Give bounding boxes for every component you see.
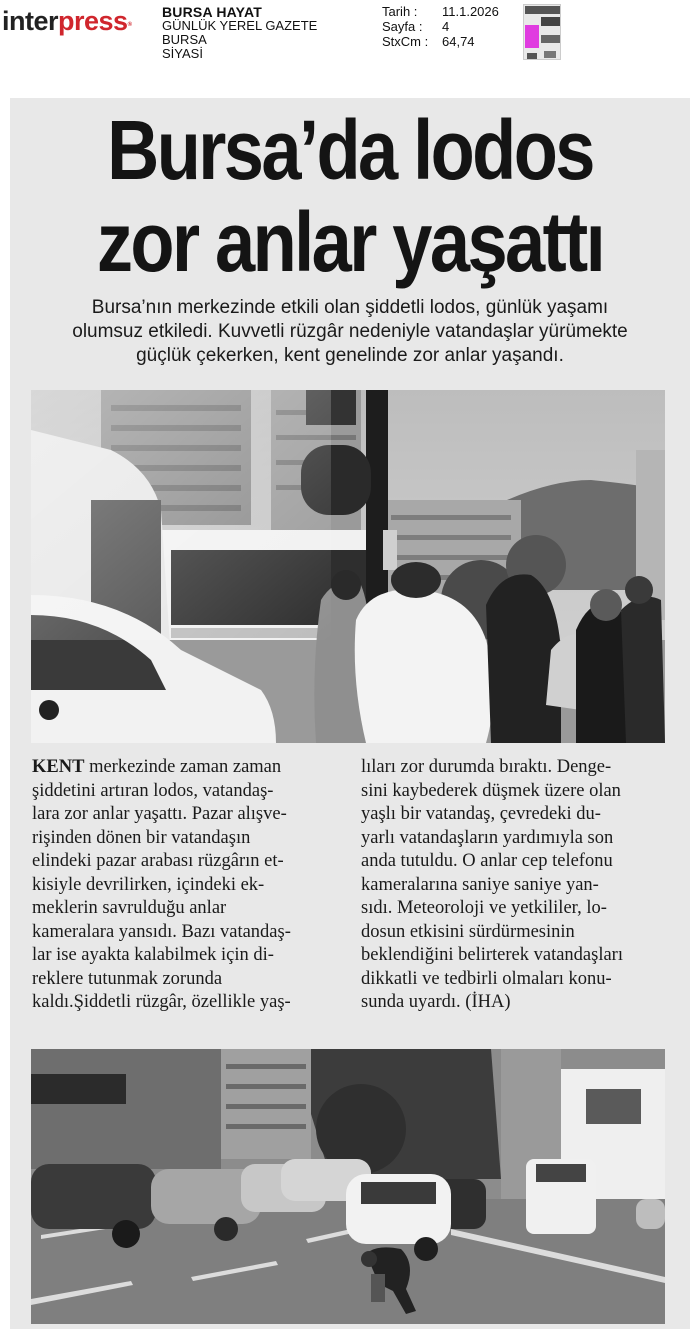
- article-body-column-1: [32, 756, 352, 1015]
- registered-mark-icon: ®: [127, 22, 132, 28]
- page-thumbnail[interactable]: [523, 4, 561, 60]
- body-line: elindeki pazar arabası rüzgârın et-: [32, 851, 284, 871]
- body-line: rişinden dönen bir vatandaşın: [32, 827, 251, 848]
- body-line: yaşlı bir vatandaş, çevredeki du-: [361, 804, 601, 824]
- interpress-logo: [2, 6, 132, 36]
- headline-line-2: zor anlar yaşattı: [96, 195, 604, 289]
- body-line: kaldı.Şiddetli rüzgâr, özellikle yaş-: [32, 992, 291, 1012]
- publication-type: GÜNLÜK YEREL GAZETE: [162, 18, 318, 33]
- publication-category: SİYASİ: [162, 46, 203, 61]
- body-line: beklendiğini belirterek vatandaşları: [361, 945, 623, 965]
- date-label: Tarih :: [382, 4, 418, 19]
- photo-wind-crowd-image: [31, 390, 665, 743]
- clipping-meta: [382, 4, 499, 49]
- logo-text-press: press: [58, 6, 128, 36]
- body-line: lıları zor durumda bıraktı. Denge-: [361, 757, 612, 777]
- body-line: lara zor anlar yaşattı. Pazar alışve-: [32, 804, 287, 824]
- body-line-text: merkezinde zaman zaman: [84, 757, 282, 777]
- body-line: kameralara yansıdı. Bazı vatandaş-: [32, 921, 291, 942]
- body-line: sıdı. Meteoroloji ve yetkililer, lo-: [361, 898, 607, 918]
- body-lead-word: KENT: [32, 757, 85, 777]
- page-value: 4: [442, 19, 450, 34]
- publication-info: [162, 5, 317, 61]
- logo-text-inter: inter: [2, 6, 59, 36]
- body-line: dikkatli ve tedbirli olmaları konu-: [361, 968, 612, 989]
- article-clipping: [10, 98, 690, 1329]
- body-line: şiddetini artıran lodos, vatandaş-: [32, 780, 274, 801]
- thumbnail-block: [525, 6, 560, 14]
- meta-page-row: [382, 19, 499, 34]
- photo-street-scene-image: [31, 1049, 665, 1324]
- body-line: yarlı vatandaşların yardımıyla son: [361, 827, 614, 848]
- headline-line-1: Bursa’da lodos: [107, 103, 593, 197]
- body-line: lar ise ayakta kalabilmek için di-: [32, 945, 274, 965]
- body-line: [32, 756, 352, 780]
- meta-date-row: [382, 4, 499, 19]
- photo-wind-crowd: [31, 390, 665, 743]
- deck-line: Bursa’nın merkezinde etkili olan şiddetli lodos, günlük yaşamı: [91, 297, 609, 318]
- body-line: meklerin savrulduğu anlar: [32, 898, 227, 918]
- thumbnail-block: [541, 35, 560, 43]
- body-line: sini kaybederek düşmek üzere olan: [361, 780, 621, 801]
- publication-name: BURSA HAYAT: [162, 4, 262, 20]
- article-body-column-2: [361, 756, 681, 1015]
- article-deck: [20, 296, 680, 368]
- thumbnail-block: [541, 17, 560, 26]
- body-line: sunda uyardı. (İHA): [361, 992, 511, 1012]
- stxcm-value: 64,74: [442, 34, 475, 49]
- thumbnail-highlight: [525, 25, 539, 48]
- body-line: kameralarına saniye saniye yan-: [361, 874, 599, 895]
- body-line: reklere tutunmak zorunda: [32, 968, 223, 989]
- publication-city: BURSA: [162, 32, 207, 47]
- thumbnail-block: [527, 53, 537, 59]
- body-line: kisiyle devrilirken, içindeki ek-: [32, 874, 265, 895]
- meta-stxcm-row: [382, 34, 499, 49]
- deck-line: olumsuz etkiledi. Kuvvetli rüzgâr nedeniyle vatandaşlar yürümekte: [72, 321, 628, 342]
- page-label: Sayfa :: [382, 19, 423, 34]
- photo-street-scene: [31, 1049, 665, 1324]
- thumbnail-block: [544, 51, 556, 58]
- deck-line: güçlük çekerken, kent genelinde zor anlar yaşandı.: [136, 345, 564, 366]
- body-line: anda tutuldu. O anlar cep telefonu: [361, 851, 613, 871]
- stxcm-label: StxCm :: [382, 34, 429, 49]
- date-value: 11.1.2026: [442, 4, 499, 19]
- body-line: dosun etkisini sürdürmesinin: [361, 921, 575, 942]
